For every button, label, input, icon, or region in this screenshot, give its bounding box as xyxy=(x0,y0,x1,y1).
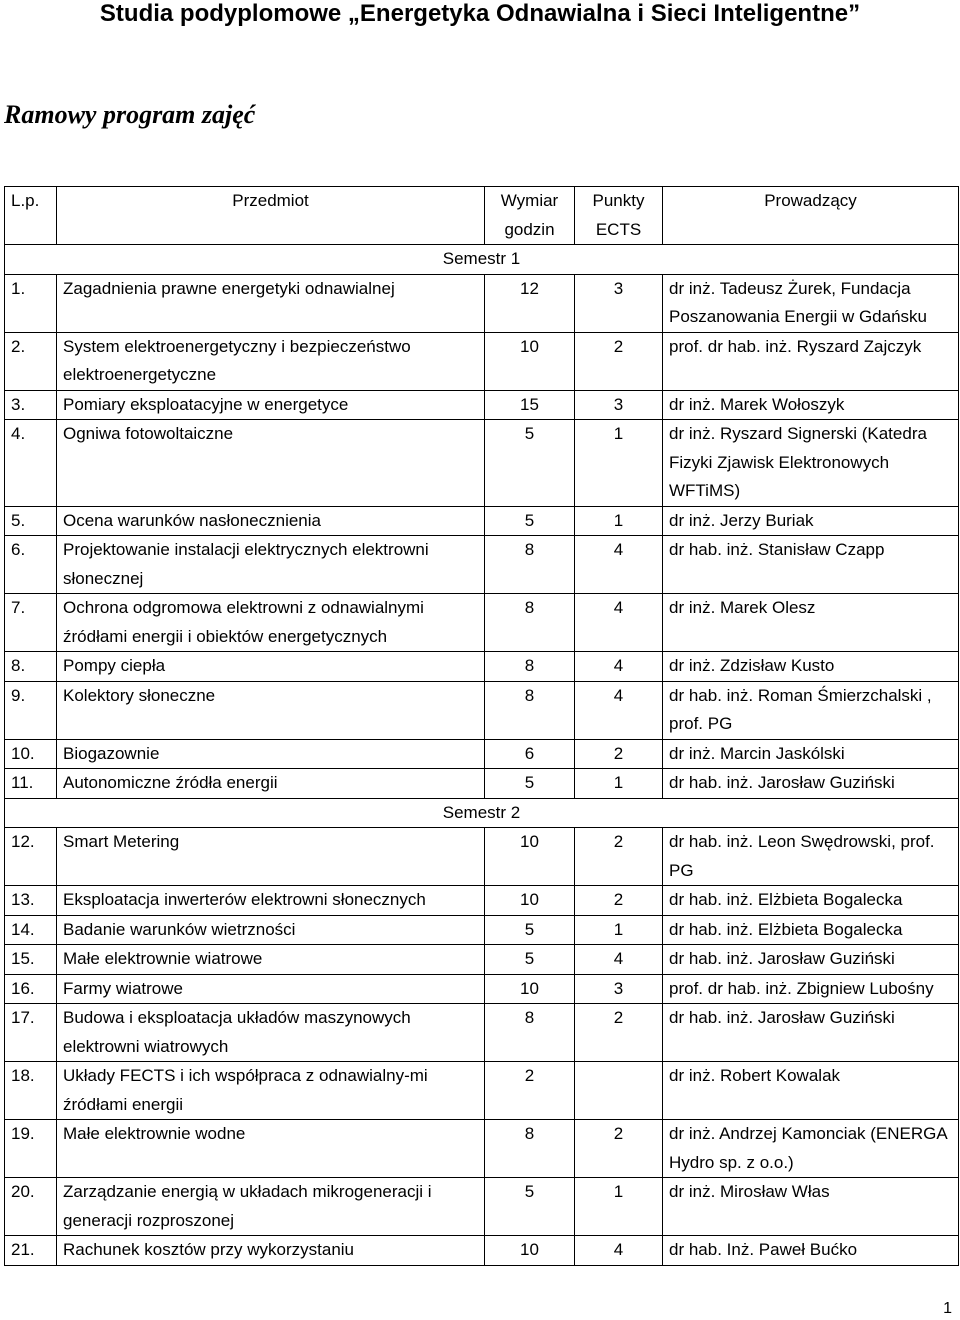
row-hours: 6 xyxy=(485,739,575,769)
row-ects: 2 xyxy=(575,1004,663,1062)
row-subject: Małe elektrownie wodne xyxy=(57,1120,485,1178)
table-row xyxy=(5,332,959,390)
row-subject: System elektroenergetyczny i bezpieczeństwo elektroenergetyczne xyxy=(57,332,485,390)
row-ects: 4 xyxy=(575,1236,663,1266)
table-row xyxy=(5,274,959,332)
table-row xyxy=(5,945,959,975)
row-lecturer: dr hab. inż. Leon Swędrowski, prof. PG xyxy=(663,828,959,886)
row-ects: 2 xyxy=(575,828,663,886)
table-row xyxy=(5,390,959,420)
table-row xyxy=(5,915,959,945)
table-row xyxy=(5,1120,959,1178)
row-ects: 4 xyxy=(575,536,663,594)
document-subtitle: Ramowy program zajęć xyxy=(4,100,256,129)
row-number: 6. xyxy=(5,536,57,594)
row-number: 2. xyxy=(5,332,57,390)
row-lecturer: dr inż. Marcin Jaskólski xyxy=(663,739,959,769)
row-hours: 5 xyxy=(485,769,575,799)
row-hours: 8 xyxy=(485,681,575,739)
row-number: 13. xyxy=(5,886,57,916)
row-lecturer: dr hab. inż. Roman Śmierzchalski , prof. PG xyxy=(663,681,959,739)
row-hours: 5 xyxy=(485,506,575,536)
row-hours: 5 xyxy=(485,945,575,975)
table-row xyxy=(5,1004,959,1062)
row-number: 12. xyxy=(5,828,57,886)
row-number: 18. xyxy=(5,1062,57,1120)
row-hours: 8 xyxy=(485,1120,575,1178)
row-subject: Układy FECTS i ich współpraca z odnawialny-mi źródłami energii xyxy=(57,1062,485,1120)
row-subject: Zagadnienia prawne energetyki odnawialnej xyxy=(57,274,485,332)
row-lecturer: prof. dr hab. inż. Zbigniew Lubośny xyxy=(663,974,959,1004)
row-hours: 8 xyxy=(485,536,575,594)
row-hours: 2 xyxy=(485,1062,575,1120)
row-subject: Kolektory słoneczne xyxy=(57,681,485,739)
row-lecturer: dr inż. Robert Kowalak xyxy=(663,1062,959,1120)
row-lecturer: prof. dr hab. inż. Ryszard Zajczyk xyxy=(663,332,959,390)
row-lecturer: dr inż. Tadeusz Żurek, Fundacja Poszanowania Energii w Gdańsku xyxy=(663,274,959,332)
header-lecturer-text: Prowadzący xyxy=(764,191,857,210)
row-hours: 8 xyxy=(485,594,575,652)
row-ects: 3 xyxy=(575,390,663,420)
row-ects: 4 xyxy=(575,945,663,975)
header-ects xyxy=(575,187,663,245)
row-ects: 2 xyxy=(575,886,663,916)
row-number: 10. xyxy=(5,739,57,769)
row-lecturer: dr hab. inż. Jarosław Guziński xyxy=(663,769,959,799)
row-hours: 10 xyxy=(485,1236,575,1266)
header-hours xyxy=(485,187,575,245)
row-number: 5. xyxy=(5,506,57,536)
row-number: 14. xyxy=(5,915,57,945)
table-row xyxy=(5,420,959,507)
row-lecturer: dr inż. Andrzej Kamonciak (ENERGA Hydro sp. z o.o.) xyxy=(663,1120,959,1178)
row-ects: 1 xyxy=(575,420,663,507)
row-ects: 4 xyxy=(575,652,663,682)
row-subject: Ogniwa fotowoltaiczne xyxy=(57,420,485,507)
row-number: 7. xyxy=(5,594,57,652)
row-ects: 4 xyxy=(575,594,663,652)
table-row xyxy=(5,1062,959,1120)
row-number: 8. xyxy=(5,652,57,682)
header-subject xyxy=(57,187,485,245)
row-number: 17. xyxy=(5,1004,57,1062)
row-lecturer: dr inż. Marek Olesz xyxy=(663,594,959,652)
row-subject: Ochrona odgromowa elektrowni z odnawialnymi źródłami energii i obiektów energetycznych xyxy=(57,594,485,652)
row-lecturer: dr hab. inż. Elżbieta Bogalecka xyxy=(663,915,959,945)
header-hours-line1: Wymiar xyxy=(500,191,559,210)
table-row xyxy=(5,506,959,536)
row-subject: Autonomiczne źródła energii xyxy=(57,769,485,799)
row-hours: 10 xyxy=(485,974,575,1004)
row-hours: 10 xyxy=(485,332,575,390)
table-row xyxy=(5,594,959,652)
row-number: 19. xyxy=(5,1120,57,1178)
header-hours-line2: godzin xyxy=(504,219,555,239)
header-ects-line1: Punkty xyxy=(592,191,645,210)
header-lecturer xyxy=(663,187,959,245)
row-number: 3. xyxy=(5,390,57,420)
table-row xyxy=(5,828,959,886)
row-hours: 15 xyxy=(485,390,575,420)
table-row xyxy=(5,769,959,799)
row-hours: 5 xyxy=(485,915,575,945)
header-ects-line2: ECTS xyxy=(595,219,642,239)
row-hours: 12 xyxy=(485,274,575,332)
row-subject: Projektowanie instalacji elektrycznych elektrowni słonecznej xyxy=(57,536,485,594)
row-lecturer: dr hab. inż. Jarosław Guziński xyxy=(663,945,959,975)
row-lecturer: dr inż. Zdzisław Kusto xyxy=(663,652,959,682)
row-ects xyxy=(575,1062,663,1120)
row-subject: Pompy ciepła xyxy=(57,652,485,682)
table-row xyxy=(5,974,959,1004)
row-hours: 10 xyxy=(485,828,575,886)
row-subject: Małe elektrownie wiatrowe xyxy=(57,945,485,975)
program-table xyxy=(4,186,959,1266)
page-number: 1 xyxy=(943,1300,952,1317)
row-lecturer: dr inż. Ryszard Signerski (Katedra Fizyki Zjawisk Elektronowych WFTiMS) xyxy=(663,420,959,507)
row-subject: Badanie warunków wietrzności xyxy=(57,915,485,945)
row-ects: 3 xyxy=(575,974,663,1004)
row-subject: Ocena warunków nasłonecznienia xyxy=(57,506,485,536)
row-ects: 2 xyxy=(575,739,663,769)
row-hours: 5 xyxy=(485,420,575,507)
row-number: 16. xyxy=(5,974,57,1004)
table-header xyxy=(5,187,959,245)
row-lecturer: dr inż. Marek Wołoszyk xyxy=(663,390,959,420)
row-number: 4. xyxy=(5,420,57,507)
row-number: 20. xyxy=(5,1178,57,1236)
semester-label: Semestr 1 xyxy=(5,245,959,275)
document-title: Studia podyplomowe „Energetyka Odnawialna i Sieci Inteligentne” xyxy=(99,0,861,27)
row-ects: 1 xyxy=(575,915,663,945)
header-lp-text: L.p. xyxy=(11,191,40,210)
table-row xyxy=(5,1178,959,1236)
table-body xyxy=(5,245,959,1266)
row-ects: 2 xyxy=(575,1120,663,1178)
row-subject: Pomiary eksploatacyjne w energetyce xyxy=(57,390,485,420)
row-subject: Rachunek kosztów przy wykorzystaniu xyxy=(57,1236,485,1266)
row-ects: 3 xyxy=(575,274,663,332)
row-subject: Biogazownie xyxy=(57,739,485,769)
row-subject: Budowa i eksploatacja układów maszynowych elektrowni wiatrowych xyxy=(57,1004,485,1062)
semester-row xyxy=(5,798,959,828)
row-ects: 1 xyxy=(575,1178,663,1236)
row-ects: 1 xyxy=(575,769,663,799)
row-lecturer: dr hab. inż. Jarosław Guziński xyxy=(663,1004,959,1062)
header-lp xyxy=(5,187,57,245)
table-row xyxy=(5,739,959,769)
row-hours: 8 xyxy=(485,1004,575,1062)
row-hours: 5 xyxy=(485,1178,575,1236)
semester-label: Semestr 2 xyxy=(5,798,959,828)
row-hours: 8 xyxy=(485,652,575,682)
row-number: 11. xyxy=(5,769,57,799)
row-ects: 1 xyxy=(575,506,663,536)
table-row xyxy=(5,536,959,594)
row-subject: Eksploatacja inwerterów elektrowni słonecznych xyxy=(57,886,485,916)
row-lecturer: dr inż. Mirosław Włas xyxy=(663,1178,959,1236)
row-subject: Smart Metering xyxy=(57,828,485,886)
table-row xyxy=(5,652,959,682)
header-subject-text: Przedmiot xyxy=(232,191,309,210)
row-lecturer: dr hab. inż. Elżbieta Bogalecka xyxy=(663,886,959,916)
semester-row xyxy=(5,245,959,275)
row-number: 15. xyxy=(5,945,57,975)
row-subject: Farmy wiatrowe xyxy=(57,974,485,1004)
row-lecturer: dr inż. Jerzy Buriak xyxy=(663,506,959,536)
row-ects: 4 xyxy=(575,681,663,739)
table-row xyxy=(5,681,959,739)
row-lecturer: dr hab. inż. Stanisław Czapp xyxy=(663,536,959,594)
row-number: 9. xyxy=(5,681,57,739)
row-number: 21. xyxy=(5,1236,57,1266)
row-lecturer: dr hab. Inż. Paweł Bućko xyxy=(663,1236,959,1266)
row-subject: Zarządzanie energią w układach mikrogeneracji i generacji rozproszonej xyxy=(57,1178,485,1236)
table-row xyxy=(5,1236,959,1266)
table-row xyxy=(5,886,959,916)
row-number: 1. xyxy=(5,274,57,332)
row-ects: 2 xyxy=(575,332,663,390)
row-hours: 10 xyxy=(485,886,575,916)
